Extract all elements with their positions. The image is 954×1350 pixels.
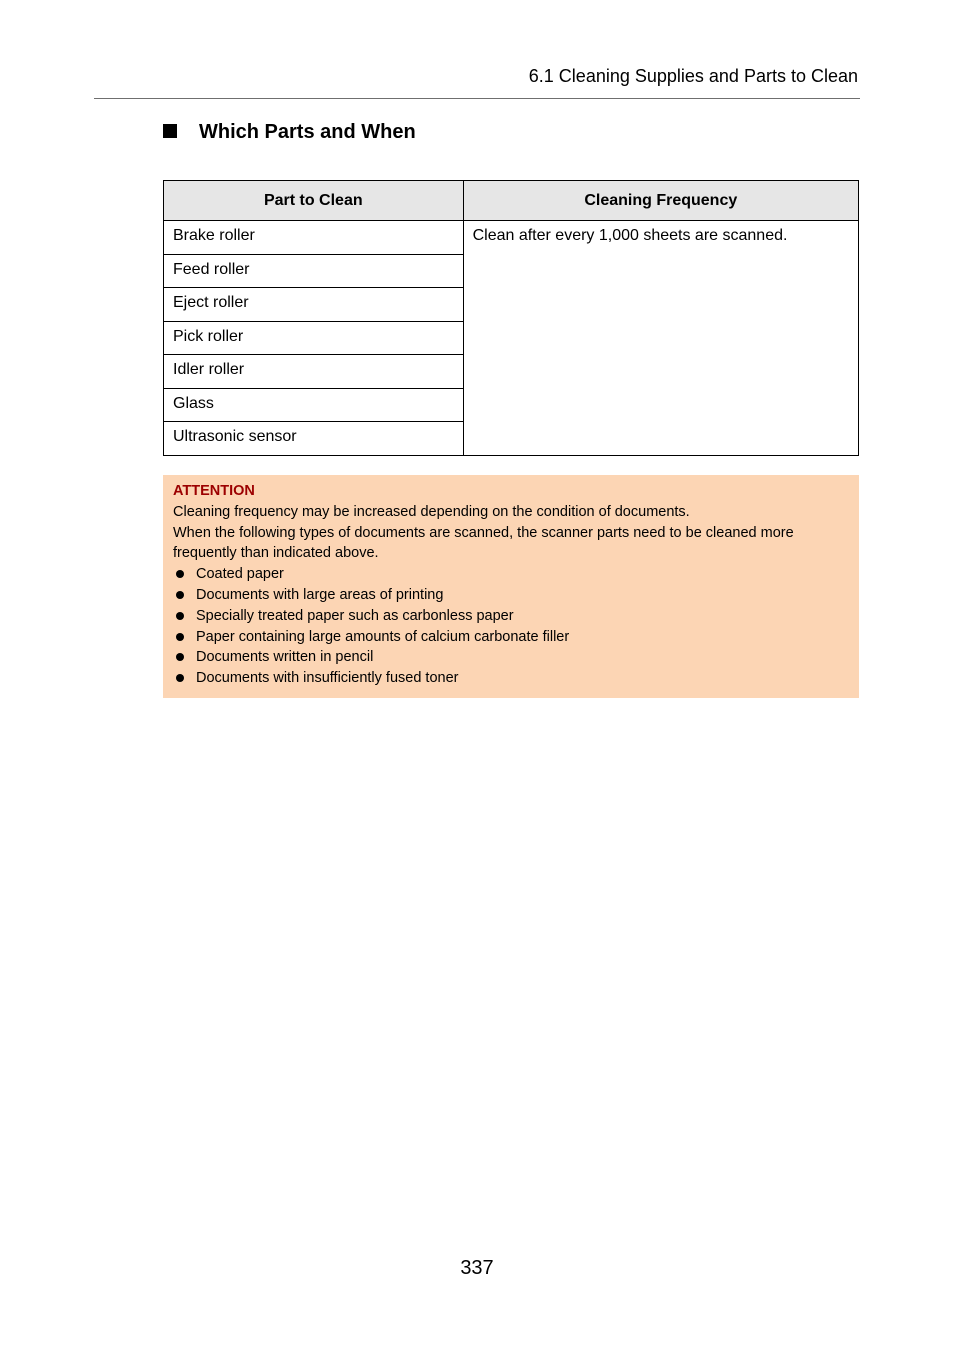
attention-list <box>173 564 849 689</box>
section-heading-text: Which Parts and When <box>199 121 416 143</box>
table-row <box>164 221 859 255</box>
bullet-icon <box>176 674 184 682</box>
part-cell: Eject roller <box>164 288 464 322</box>
frequency-cell: Clean after every 1,000 sheets are scanned. <box>463 221 858 456</box>
attention-title: ATTENTION <box>173 483 255 499</box>
black-square-icon <box>163 124 177 138</box>
attention-box <box>163 475 859 698</box>
header-divider <box>94 98 860 99</box>
list-item <box>173 627 849 648</box>
list-item <box>173 606 849 627</box>
list-item-text: Paper containing large amounts of calcium carbonate filler <box>196 628 570 645</box>
bullet-icon <box>176 633 184 641</box>
part-cell: Feed roller <box>164 254 464 288</box>
part-cell: Brake roller <box>164 221 464 255</box>
column-header-frequency: Cleaning Frequency <box>463 181 858 221</box>
table-header-row <box>164 181 859 221</box>
part-cell: Glass <box>164 388 464 422</box>
list-item <box>173 564 849 585</box>
part-cell: Pick roller <box>164 321 464 355</box>
page-number: 337 <box>460 1257 494 1279</box>
attention-text: Cleaning frequency may be increased depending on the condition of documents. <box>173 503 690 520</box>
list-item-text: Documents written in pencil <box>196 649 374 666</box>
list-item-text: Specially treated paper such as carbonless paper <box>196 607 514 624</box>
bullet-icon <box>176 570 184 578</box>
page-header-title: 6.1 Cleaning Supplies and Parts to Clean <box>528 66 858 86</box>
part-cell: Idler roller <box>164 355 464 389</box>
bullet-icon <box>176 591 184 599</box>
list-item <box>173 668 849 689</box>
cleaning-parts-table <box>163 180 859 456</box>
list-item <box>173 585 849 606</box>
list-item-text: Documents with large areas of printing <box>196 586 444 603</box>
list-item-text: Coated paper <box>196 566 284 583</box>
bullet-icon <box>176 653 184 661</box>
list-item-text: Documents with insufficiently fused toner <box>196 670 459 687</box>
part-cell: Ultrasonic sensor <box>164 422 464 456</box>
column-header-part: Part to Clean <box>164 181 464 221</box>
bullet-icon <box>176 612 184 620</box>
section-heading <box>163 118 416 146</box>
list-item <box>173 647 849 668</box>
attention-text: When the following types of documents are scanned, the scanner parts need to be cleaned more frequently than indicated above. <box>173 524 794 562</box>
